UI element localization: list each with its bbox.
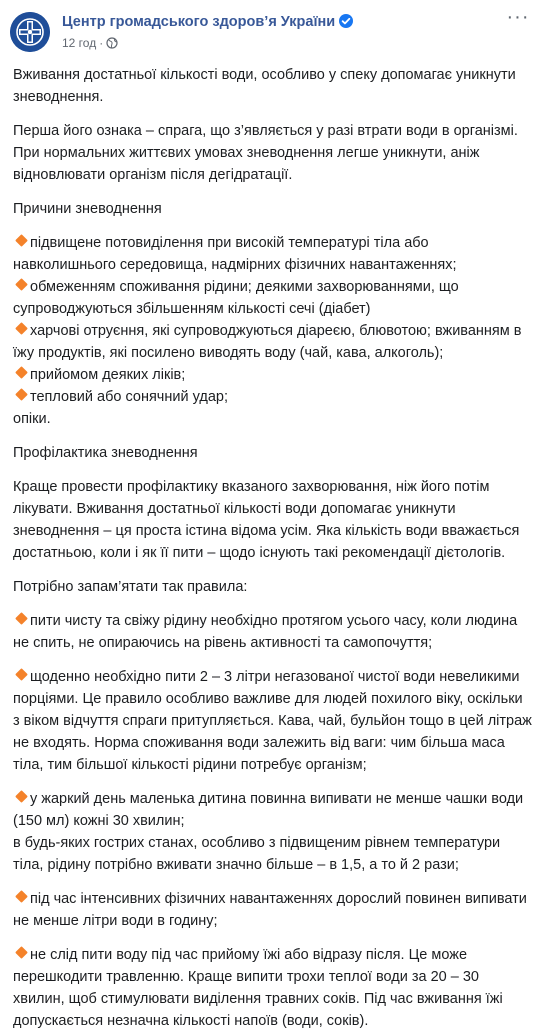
rule-item: не слід пити воду під час прийому їжі або відразу після. Це може перешкодити травленню. Краще випити трохи теплої води за 20 – 30 хвилин, щоб стимулювати виділення травних соків. Під час вживання їжі допускається незначна кількості напоїв (води, соків). <box>13 947 503 1029</box>
rule-item: у жаркий день маленька дитина повинна випивати не менше чашки води (150 мл) кожні 30 хвилин; <box>13 791 524 829</box>
orange-diamond-icon <box>15 946 28 959</box>
orange-diamond-icon <box>15 790 28 803</box>
page-name[interactable]: Центр громадського здоров’я України <box>62 14 336 30</box>
more-options-button[interactable]: ··· <box>506 6 530 28</box>
orange-diamond-icon <box>15 668 28 681</box>
list-item: прийомом деяких ліків; <box>13 364 533 386</box>
list-item: харчові отруєння, які супроводжуються діареєю, блювотою; вживанням в їжу продуктів, які посилено виводять воду (чай, кава, алкоголь); <box>13 323 522 361</box>
orange-diamond-icon <box>15 890 28 903</box>
post-body <box>13 64 533 1032</box>
list-item: обмеженням споживання рідини; деякими захворюваннями, що супроводжуються збільшенням кількості сечі (діабет) <box>13 279 459 317</box>
post-paragraph-2: Перша його ознака – спрага, що з’являється у разі втрати води в організмі. При нормальних життєвих умовах зневоднення легше уникнути, аніж відновлювати організм після дегідратації. <box>13 123 518 183</box>
list-item: підвищене потовиділення при високій температурі тіла або навколишнього середовища, надмірних фізичних навантаженнях; <box>13 235 457 273</box>
post-header <box>0 0 542 60</box>
rule-item: щоденно необхідно пити 2 – 3 літри негазованої чистої води невеликими порціями. Це правило особливо важливе для людей похилого віку, оскільки з віком відчуття спраги притупляється. Кава, чай, бульйон тощо в цей літраж не входять. Норма споживання води залежить від ваги: чим більша маса тіла, тим більшої кількості рідини потребує організм; <box>13 669 532 773</box>
rule-item: під час інтенсивних фізичних навантаженнях дорослий повинен випивати не менше літри води в годину; <box>13 891 527 929</box>
logo-icon <box>10 12 50 52</box>
prevention-paragraph: Краще провести профілактику вказаного захворювання, ніж його потім лікувати. Вживання достатньої кількості води допомагає уникнути зневоднення – ця проста істина відома усім. Яка кількість води вважається достатньою, коли і як її пити – щодо існують такі рекомендації дієтологів. <box>13 479 520 561</box>
list-item: тепловий або сонячний удар; <box>13 386 533 408</box>
causes-list <box>13 232 533 430</box>
orange-diamond-icon <box>15 612 28 625</box>
post-meta <box>62 36 118 52</box>
rule-item: пити чисту та свіжу рідину необхідно протягом усього часу, коли людина не спить, не опираючись на рівень активності та самопочуття; <box>13 613 518 651</box>
orange-diamond-icon <box>15 234 28 247</box>
orange-diamond-icon <box>15 366 28 379</box>
verified-badge-icon <box>339 14 353 28</box>
orange-diamond-icon <box>15 322 28 335</box>
orange-diamond-icon <box>15 388 28 401</box>
post-paragraph-intro: Вживання достатньої кількості води, особливо у спеку допомагає уникнути зневоднення. <box>13 67 516 105</box>
list-item: опіки. <box>13 411 51 427</box>
meta-separator: · <box>99 36 104 50</box>
prevention-title: Профілактика зневоднення <box>13 445 198 461</box>
causes-title: Причини зневоднення <box>13 201 162 217</box>
page-name-link[interactable] <box>62 14 353 30</box>
rule-item: в будь-яких гострих станах, особливо з підвищеним рівнем температури тіла, рідину потрібно вживати значно більше – в 1,5, а то й 2 рази; <box>13 835 501 873</box>
orange-diamond-icon <box>15 278 28 291</box>
globe-icon[interactable] <box>106 37 118 52</box>
rules-title: Потрібно запам’ятати так правила: <box>13 579 248 595</box>
post-time[interactable]: 12 год <box>62 36 97 50</box>
page-avatar[interactable] <box>10 12 50 52</box>
